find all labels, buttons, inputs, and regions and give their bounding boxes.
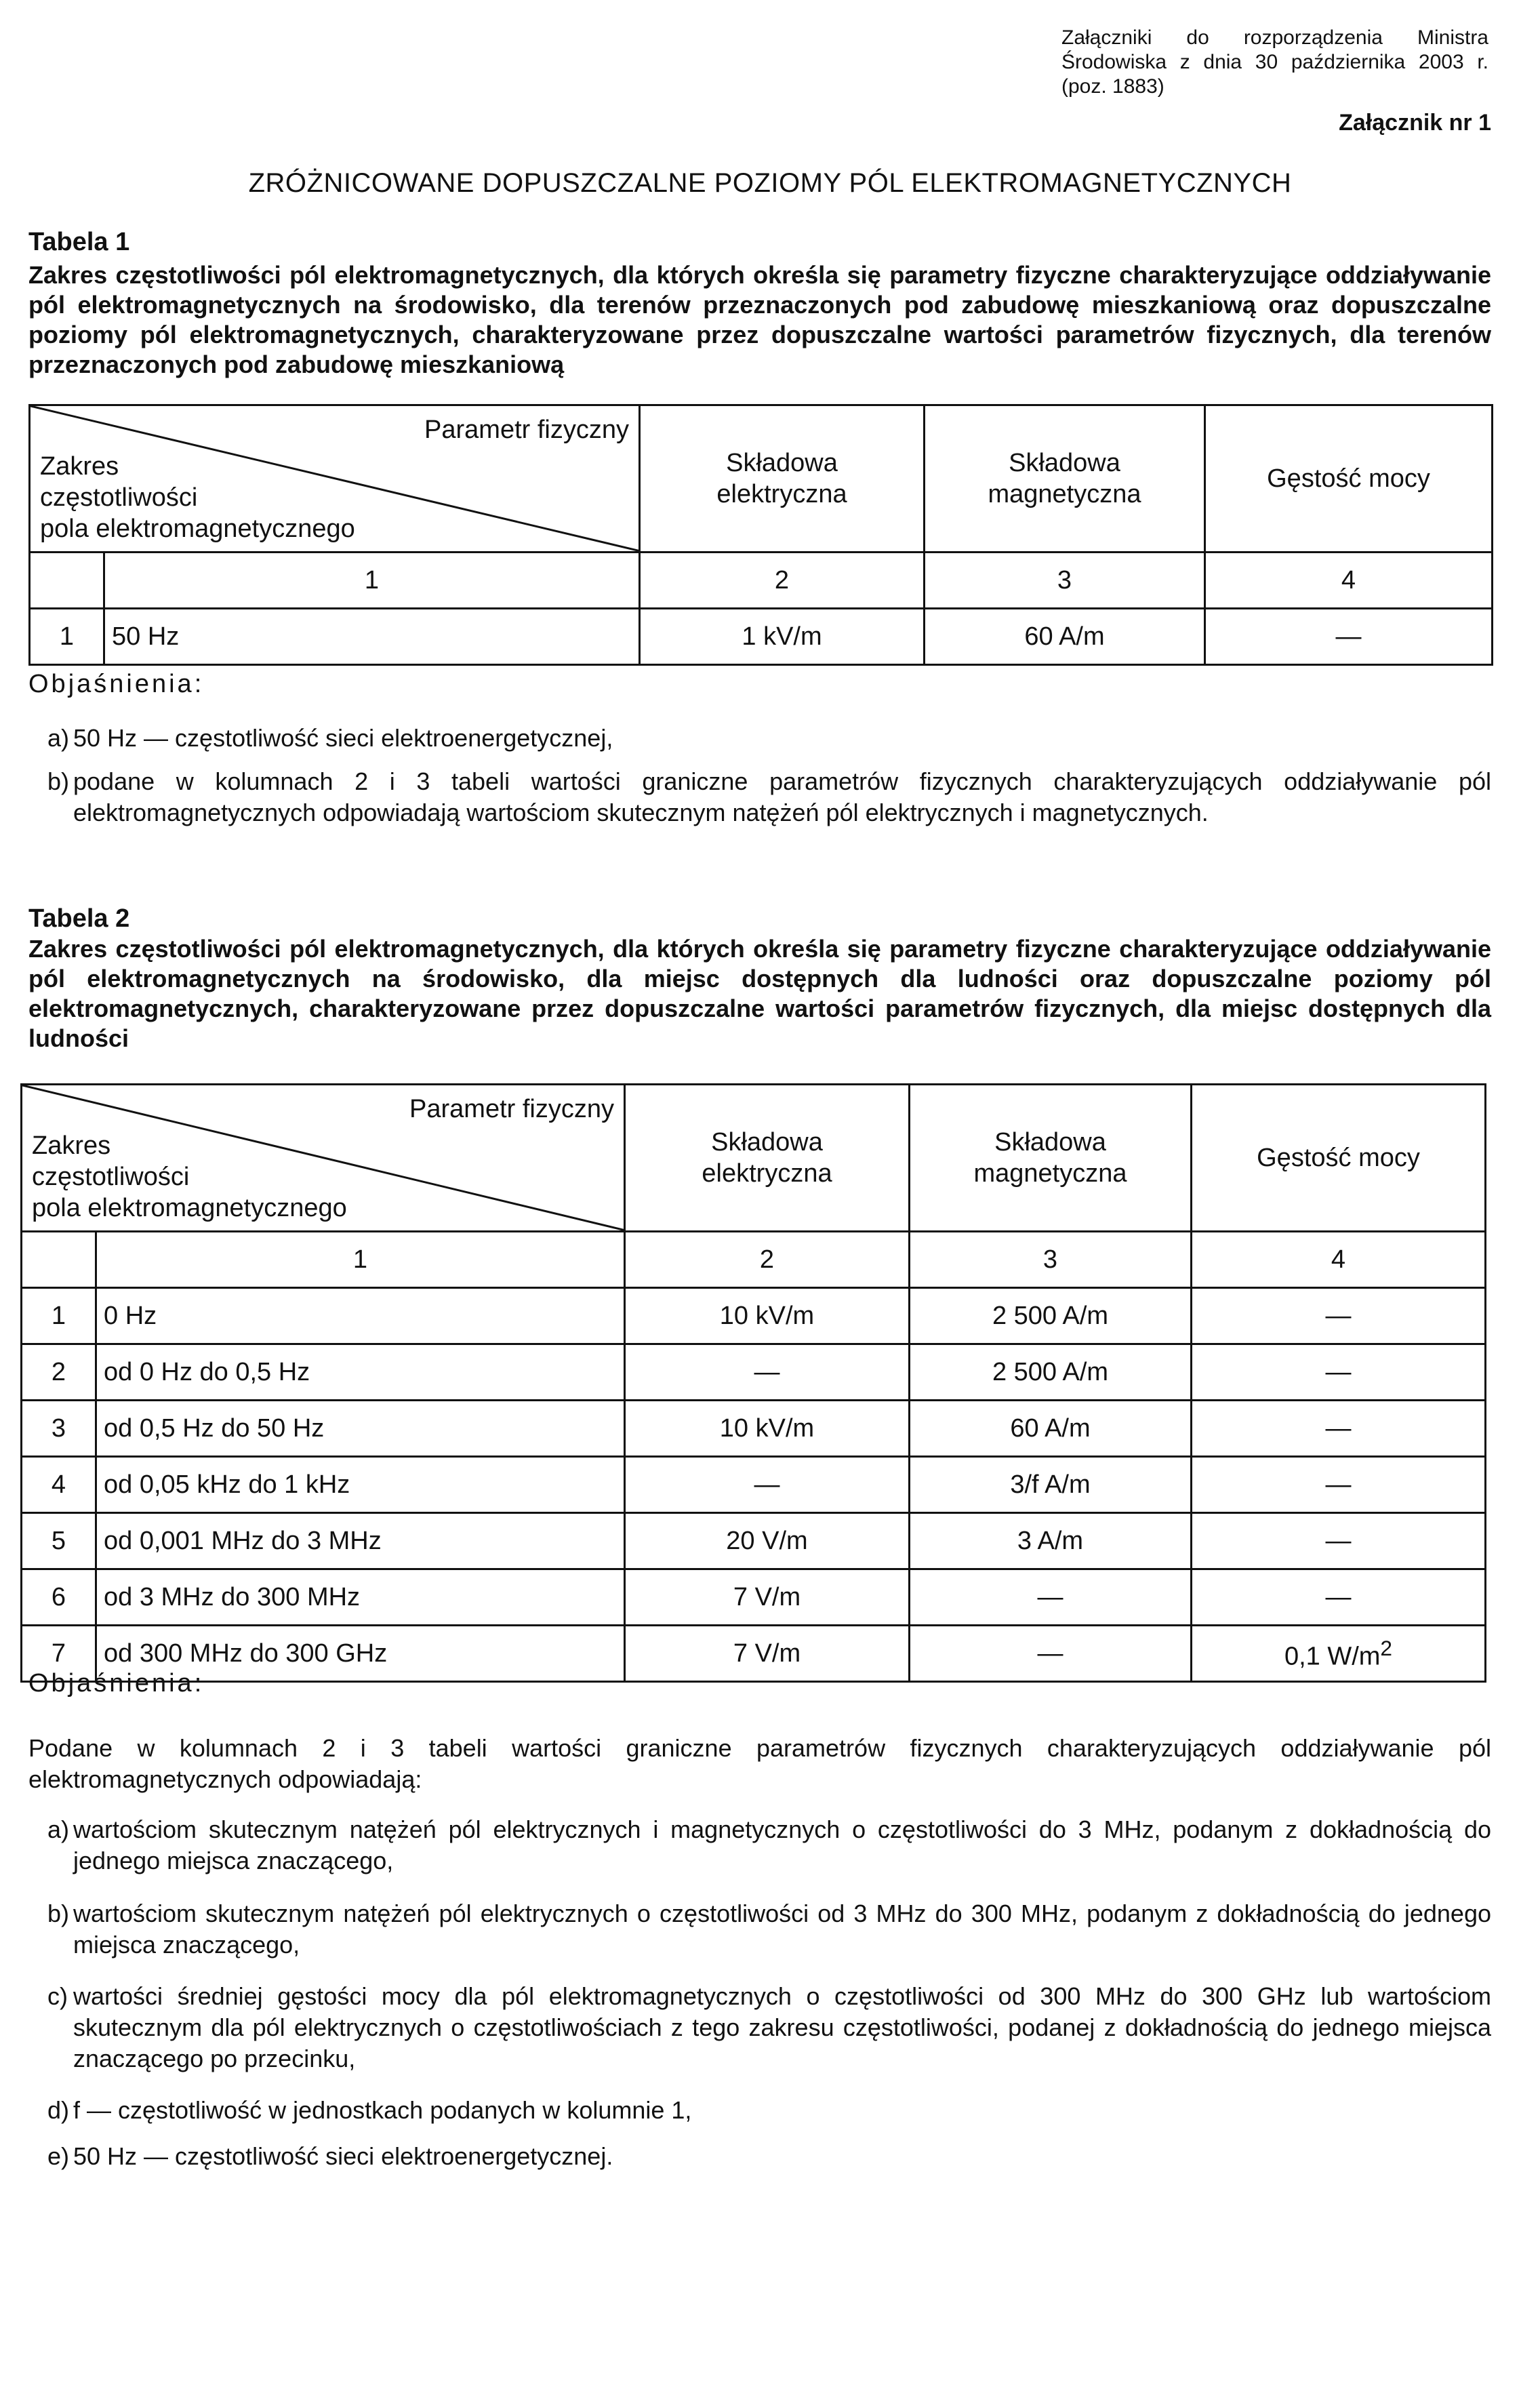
table2-row-power: — bbox=[1192, 1569, 1486, 1626]
table2-note-e-mark: e) bbox=[47, 2142, 70, 2170]
table2-header-electric-line2: elektryczna bbox=[702, 1159, 832, 1188]
table1-header-magnetic bbox=[925, 405, 1205, 553]
table2-note-c-text: wartości średniej gęstości mocy dla pól elektromagnetycznych o częstotliwości od 300 MHz do 300 GHz lub wartościom skutecznym dla pól elektrycznych o częstotliwościach z tego zakresu częstotliwości, podanej z dokładnością do jednego miejsca znaczącego po przecinku, bbox=[73, 1982, 1491, 2072]
table1-label: Tabela 1 bbox=[28, 228, 130, 256]
table2-row-power: — bbox=[1192, 1401, 1486, 1457]
table-row bbox=[30, 609, 1493, 665]
table2-row-number: 3 bbox=[22, 1401, 96, 1457]
table2-row-range: 0 Hz bbox=[96, 1288, 625, 1344]
table2-corner-range bbox=[32, 1130, 347, 1224]
table1-corner-parameter: Parametr fizyczny bbox=[424, 416, 629, 444]
table2-note-b-mark: b) bbox=[47, 1900, 70, 1927]
table1-note-a-text: 50 Hz — częstotliwość sieci elektroenergetycznej, bbox=[73, 724, 613, 752]
table2-note-c bbox=[47, 1981, 1491, 2074]
table-row bbox=[22, 1288, 1486, 1344]
table2-row-power: — bbox=[1192, 1344, 1486, 1401]
table2-row-range: od 0,05 kHz do 1 kHz bbox=[96, 1457, 625, 1513]
table1-caption: Zakres częstotliwości pól elektromagnetycznych, dla których określa się parametry fizyczne charakteryzujące oddziaływanie pól elektromagnetycznych na środowisko, dla terenów przeznaczonych pod zabudowę mieszkaniową oraz dopuszczalne poziomy pól elektromagnetycznych, charakteryzowane przez dopuszczalne wartości parametrów fizycznych, dla terenów przeznaczonych pod zabudowę mieszkaniową bbox=[28, 261, 1491, 378]
table1-row-electric: 1 kV/m bbox=[640, 609, 925, 665]
table2-colnum-3: 3 bbox=[910, 1232, 1192, 1288]
table2-header-electric bbox=[625, 1085, 910, 1232]
table2-row-power-value: 0,1 W/m bbox=[1284, 1642, 1381, 1671]
table2-corner-parameter: Parametr fizyczny bbox=[409, 1095, 614, 1123]
table2-row-magnetic: — bbox=[910, 1569, 1192, 1626]
table2-corner-header bbox=[22, 1085, 625, 1232]
table1-column-number-row bbox=[30, 553, 1493, 609]
table-row bbox=[22, 1569, 1486, 1626]
table2-column-number-row bbox=[22, 1232, 1486, 1288]
table2-row-power: — bbox=[1192, 1457, 1486, 1513]
table2-header-row bbox=[22, 1085, 1486, 1232]
table2-corner-range-line2: częstotliwości bbox=[32, 1163, 190, 1191]
table2-row-power: — bbox=[1192, 1513, 1486, 1569]
table1 bbox=[28, 404, 1493, 666]
table2-row-number: 2 bbox=[22, 1344, 96, 1401]
table1-colnum-1: 1 bbox=[104, 553, 640, 609]
table1-header-electric bbox=[640, 405, 925, 553]
table2-row-magnetic: 60 A/m bbox=[910, 1401, 1192, 1457]
table2-header-magnetic bbox=[910, 1085, 1192, 1232]
table2 bbox=[20, 1083, 1486, 1683]
table2-explanations-heading: Objaśnienia: bbox=[28, 1669, 205, 1698]
table1-colnum-4: 4 bbox=[1205, 553, 1493, 609]
table2-row-number: 6 bbox=[22, 1569, 96, 1626]
table2-row-electric: 20 V/m bbox=[625, 1513, 910, 1569]
table2-colnum-1: 1 bbox=[96, 1232, 625, 1288]
table2-row-number: 7 bbox=[22, 1626, 96, 1682]
table1-header-row bbox=[30, 405, 1493, 553]
table1-header-magnetic-line2: magnetyczna bbox=[988, 480, 1141, 508]
table1-row-number: 1 bbox=[30, 609, 104, 665]
table2-colnum-2: 2 bbox=[625, 1232, 910, 1288]
table2-note-d-mark: d) bbox=[47, 2096, 70, 2124]
table1-explanations-heading: Objaśnienia: bbox=[28, 670, 205, 698]
table2-note-b bbox=[47, 1898, 1491, 1961]
table2-row-electric: 7 V/m bbox=[625, 1569, 910, 1626]
table1-row-magnetic: 60 A/m bbox=[925, 609, 1205, 665]
table2-corner-range-line1: Zakres bbox=[32, 1131, 111, 1160]
table2-colnum-empty bbox=[22, 1232, 96, 1288]
table2-caption: Zakres częstotliwości pól elektromagnetycznych, dla których określa się parametry fizyczne charakteryzujące oddziaływanie pól elektromagnetycznych na środowisko, dla miejsc dostępnych dla ludności oraz dopuszczalne poziomy pól elektromagnetycznych, charakteryzowane przez dopuszczalne wartości parametrów fizycznych, dla miejsc dostępnych dla ludności bbox=[28, 935, 1491, 1052]
table2-row-range: od 0,5 Hz do 50 Hz bbox=[96, 1401, 625, 1457]
table2-note-b-text: wartościom skutecznym natężeń pól elektrycznych o częstotliwości od 3 MHz do 300 MHz, podanym z dokładnością do jednego miejsca znaczącego, bbox=[73, 1900, 1491, 1959]
table2-row-power: — bbox=[1192, 1288, 1486, 1344]
table1-colnum-2: 2 bbox=[640, 553, 925, 609]
table2-corner-range-line3: pola elektromagnetycznego bbox=[32, 1194, 347, 1222]
table-row bbox=[22, 1457, 1486, 1513]
table2-row-number: 1 bbox=[22, 1288, 96, 1344]
table2-row-range: od 3 MHz do 300 MHz bbox=[96, 1569, 625, 1626]
table2-row-magnetic: 3 A/m bbox=[910, 1513, 1192, 1569]
table-row bbox=[22, 1626, 1486, 1682]
table2-row-electric: 10 kV/m bbox=[625, 1288, 910, 1344]
table2-row-power-exponent: 2 bbox=[1380, 1635, 1393, 1660]
table1-row-power: — bbox=[1205, 609, 1493, 665]
table1-header-electric-line1: Składowa bbox=[726, 449, 838, 477]
table1-header-magnetic-line1: Składowa bbox=[1009, 449, 1120, 477]
table2-note-a bbox=[47, 1814, 1491, 1876]
table2-row-magnetic: 2 500 A/m bbox=[910, 1288, 1192, 1344]
table2-row-magnetic: — bbox=[910, 1626, 1192, 1682]
table2-note-d-text: f — częstotliwość w jednostkach podanych w kolumnie 1, bbox=[73, 2096, 692, 2124]
table1-header-electric-line2: elektryczna bbox=[716, 480, 847, 508]
table2-row-magnetic: 2 500 A/m bbox=[910, 1344, 1192, 1401]
table2-row-power bbox=[1192, 1626, 1486, 1682]
table-row bbox=[22, 1513, 1486, 1569]
table2-label: Tabela 2 bbox=[28, 904, 130, 933]
table1-corner-range-line3: pola elektromagnetycznego bbox=[40, 515, 355, 543]
table2-row-number: 4 bbox=[22, 1457, 96, 1513]
table1-corner-range bbox=[40, 451, 355, 544]
table2-note-e-text: 50 Hz — częstotliwość sieci elektroenergetycznej. bbox=[73, 2142, 613, 2170]
table1-colnum-3: 3 bbox=[925, 553, 1205, 609]
table1-corner-range-line2: częstotliwości bbox=[40, 483, 198, 512]
table2-row-electric: 10 kV/m bbox=[625, 1401, 910, 1457]
table2-row-number: 5 bbox=[22, 1513, 96, 1569]
table1-corner-range-line1: Zakres bbox=[40, 452, 119, 481]
table2-note-a-text: wartościom skutecznym natężeń pól elektrycznych i magnetycznych o częstotliwości do 3 MHz, podanym z dokładnością do jednego miejsca znaczącego, bbox=[73, 1815, 1491, 1874]
table2-row-electric: 7 V/m bbox=[625, 1626, 910, 1682]
table1-note-a-mark: a) bbox=[47, 724, 70, 752]
table-row bbox=[22, 1344, 1486, 1401]
table1-note-b-mark: b) bbox=[47, 767, 70, 795]
table2-note-e bbox=[47, 2141, 1491, 2172]
document-title: ZRÓŻNICOWANE DOPUSZCZALNE POZIOMY PÓL ELEKTROMAGNETYCZNYCH bbox=[248, 168, 1292, 198]
table-row bbox=[22, 1401, 1486, 1457]
table2-header-magnetic-line2: magnetyczna bbox=[973, 1159, 1127, 1188]
table2-note-d bbox=[47, 2095, 1491, 2126]
table2-header-magnetic-line1: Składowa bbox=[994, 1128, 1106, 1157]
table2-note-c-mark: c) bbox=[47, 1982, 68, 2010]
table1-note-b bbox=[47, 766, 1491, 828]
table2-row-range: od 300 MHz do 300 GHz bbox=[96, 1626, 625, 1682]
annex-label: Załącznik nr 1 bbox=[1339, 110, 1491, 136]
table2-colnum-4: 4 bbox=[1192, 1232, 1486, 1288]
table1-colnum-empty bbox=[30, 553, 104, 609]
table2-row-range: od 0,001 MHz do 3 MHz bbox=[96, 1513, 625, 1569]
table2-row-range: od 0 Hz do 0,5 Hz bbox=[96, 1344, 625, 1401]
table1-note-b-text: podane w kolumnach 2 i 3 tabeli wartości graniczne parametrów fizycznych charakteryzujących oddziaływanie pól elektromagnetycznych odpowiadają wartościom skutecznym natężeń pól elektrycznych i magnetycznych. bbox=[73, 767, 1491, 826]
table2-header-electric-line1: Składowa bbox=[711, 1128, 823, 1157]
table2-row-magnetic: 3/f A/m bbox=[910, 1457, 1192, 1513]
decree-reference-note: Załączniki do rozporządzenia Ministra Środowiska z dnia 30 października 2003 r. (poz. 1883) bbox=[1061, 26, 1488, 98]
table1-header-power: Gęstość mocy bbox=[1205, 405, 1493, 553]
table1-row-range: 50 Hz bbox=[104, 609, 640, 665]
table2-note-a-mark: a) bbox=[47, 1815, 70, 1843]
table1-note-a bbox=[47, 723, 1491, 754]
table2-header-power: Gęstość mocy bbox=[1192, 1085, 1486, 1232]
table2-row-electric: — bbox=[625, 1344, 910, 1401]
table1-corner-header bbox=[30, 405, 640, 553]
table2-intro: Podane w kolumnach 2 i 3 tabeli wartości graniczne parametrów fizycznych charakteryzujących oddziaływanie pól elektromagnetycznych odpowiadają: bbox=[28, 1734, 1491, 1793]
table2-row-electric: — bbox=[625, 1457, 910, 1513]
